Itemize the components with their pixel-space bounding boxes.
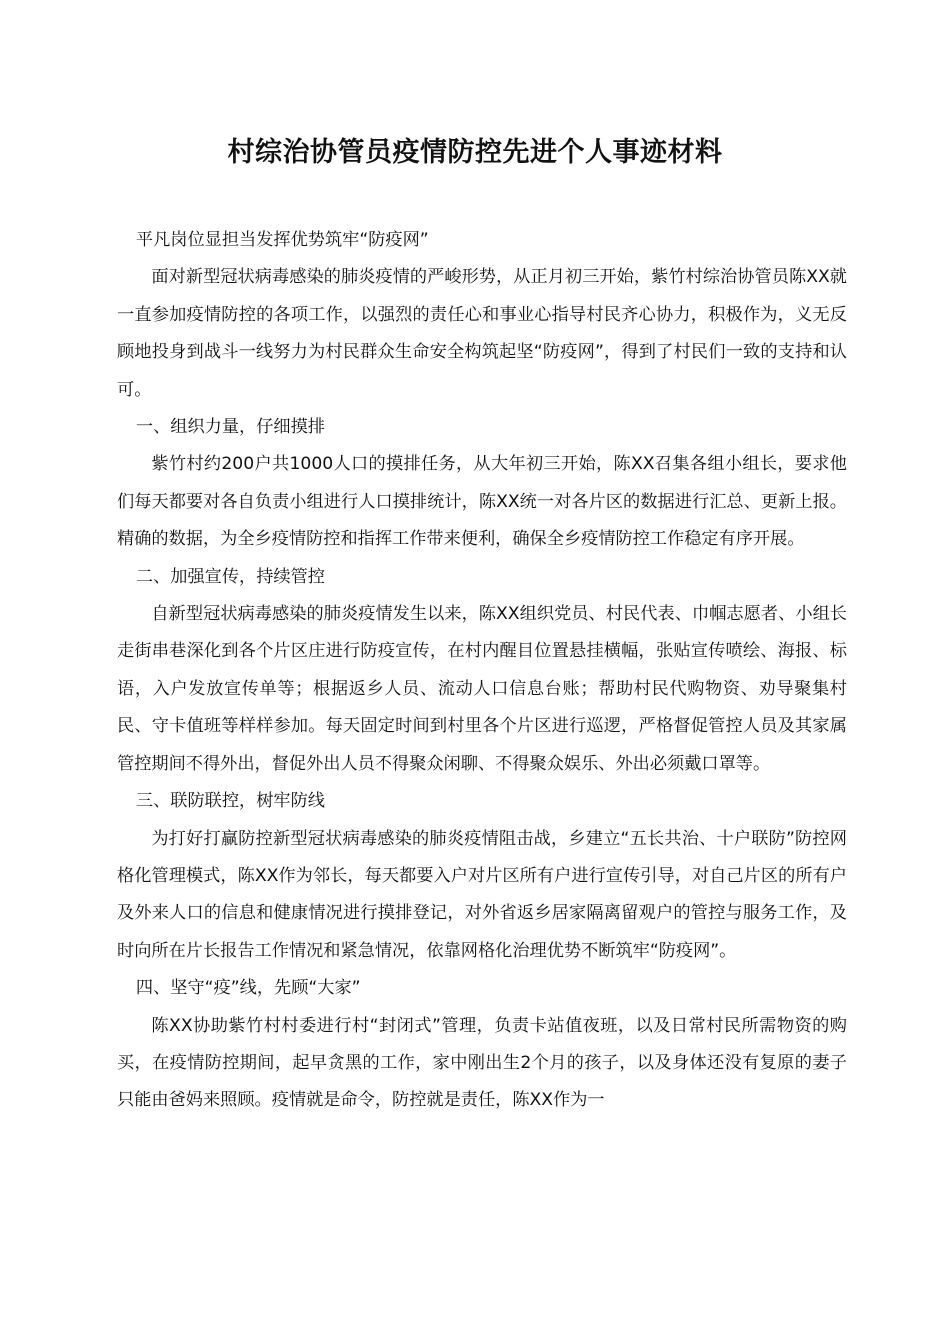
subtitle: 平凡岗位显担当发挥优势筑牢“防疫网” bbox=[135, 230, 429, 250]
paragraph-section-3: 为打好打赢防控新型冠状病毒感染的肺炎疫情阻击战，乡建立“五长共治、十户联防”防控网格化管理模式，陈XX作为邻长，每天都要入户对片区所有户进行宣传引导，对自己片区的所有户及外来人口的信息和健康情况进行摸排登记，对外省返乡居家隔离留观户的管控与服务工作，及时向所在片长报告工作情况和紧急情况，依靠网格化治理优势不断筑牢“防疫网”。 bbox=[117, 828, 847, 961]
section-heading-3: 三、联防联控，树牢防线 bbox=[135, 791, 325, 812]
section-heading-2: 二、加强宣传，持续管控 bbox=[135, 566, 325, 587]
section-heading-4: 四、坚守“疫”线，先顾“大家” bbox=[135, 978, 361, 999]
document-title: 村综治协管员疫情防控先进个人事迹材料 bbox=[227, 137, 723, 168]
document-body bbox=[117, 222, 847, 1120]
paragraph-section-4: 陈XX协助紫竹村村委进行村“封闭式”管理，负责卡站值夜班，以及日常村民所需物资的购买，在疫情防控期间，起早贪黑的工作，家中刚出生2个月的孩子，以及身体还没有复原的妻子只能由爸妈来照顾。疫情就是命令，防控就是责任，陈XX作为一 bbox=[117, 1015, 847, 1111]
paragraph-intro: 面对新型冠状病毒感染的肺炎疫情的严峻形势，从正月初三开始，紫竹村综治协管员陈XX就一直参加疫情防控的各项工作，以强烈的责任心和事业心指导村民齐心协力，积极作为，义无反顾地投身到战斗一线努力为村民群众生命安全构筑起坚“防疫网”，得到了村民们一致的支持和认可。 bbox=[117, 267, 847, 400]
section-heading-1: 一、组织力量，仔细摸排 bbox=[135, 417, 325, 438]
paragraph-section-1: 紫竹村约200户共1000人口的摸排任务，从大年初三开始，陈XX召集各组小组长，要求他们每天都要对各自负责小组进行人口摸排统计，陈XX统一对各片区的数据进行汇总、更新上报。精确的数据，为全乡疫情防控和指挥工作带来便利，确保全乡疫情防控工作稳定有序开展。 bbox=[117, 454, 847, 550]
paragraph-section-2: 自新型冠状病毒感染的肺炎疫情发生以来，陈XX组织党员、村民代表、巾帼志愿者、小组长走街串巷深化到各个片区庄进行防疫宣传，在村内醒目位置悬挂横幅，张贴宣传喷绘、海报、标语，入户发放宣传单等；根据返乡人员、流动人口信息台账；帮助村民代购物资、劝导聚集村民、守卡值班等样样参加。每天固定时间到村里各个片区进行巡逻，严格督促管控人员及其家属管控期间不得外出，督促外出人员不得聚众闲聊、不得聚众娱乐、外出必须戴口罩等。 bbox=[117, 604, 847, 774]
